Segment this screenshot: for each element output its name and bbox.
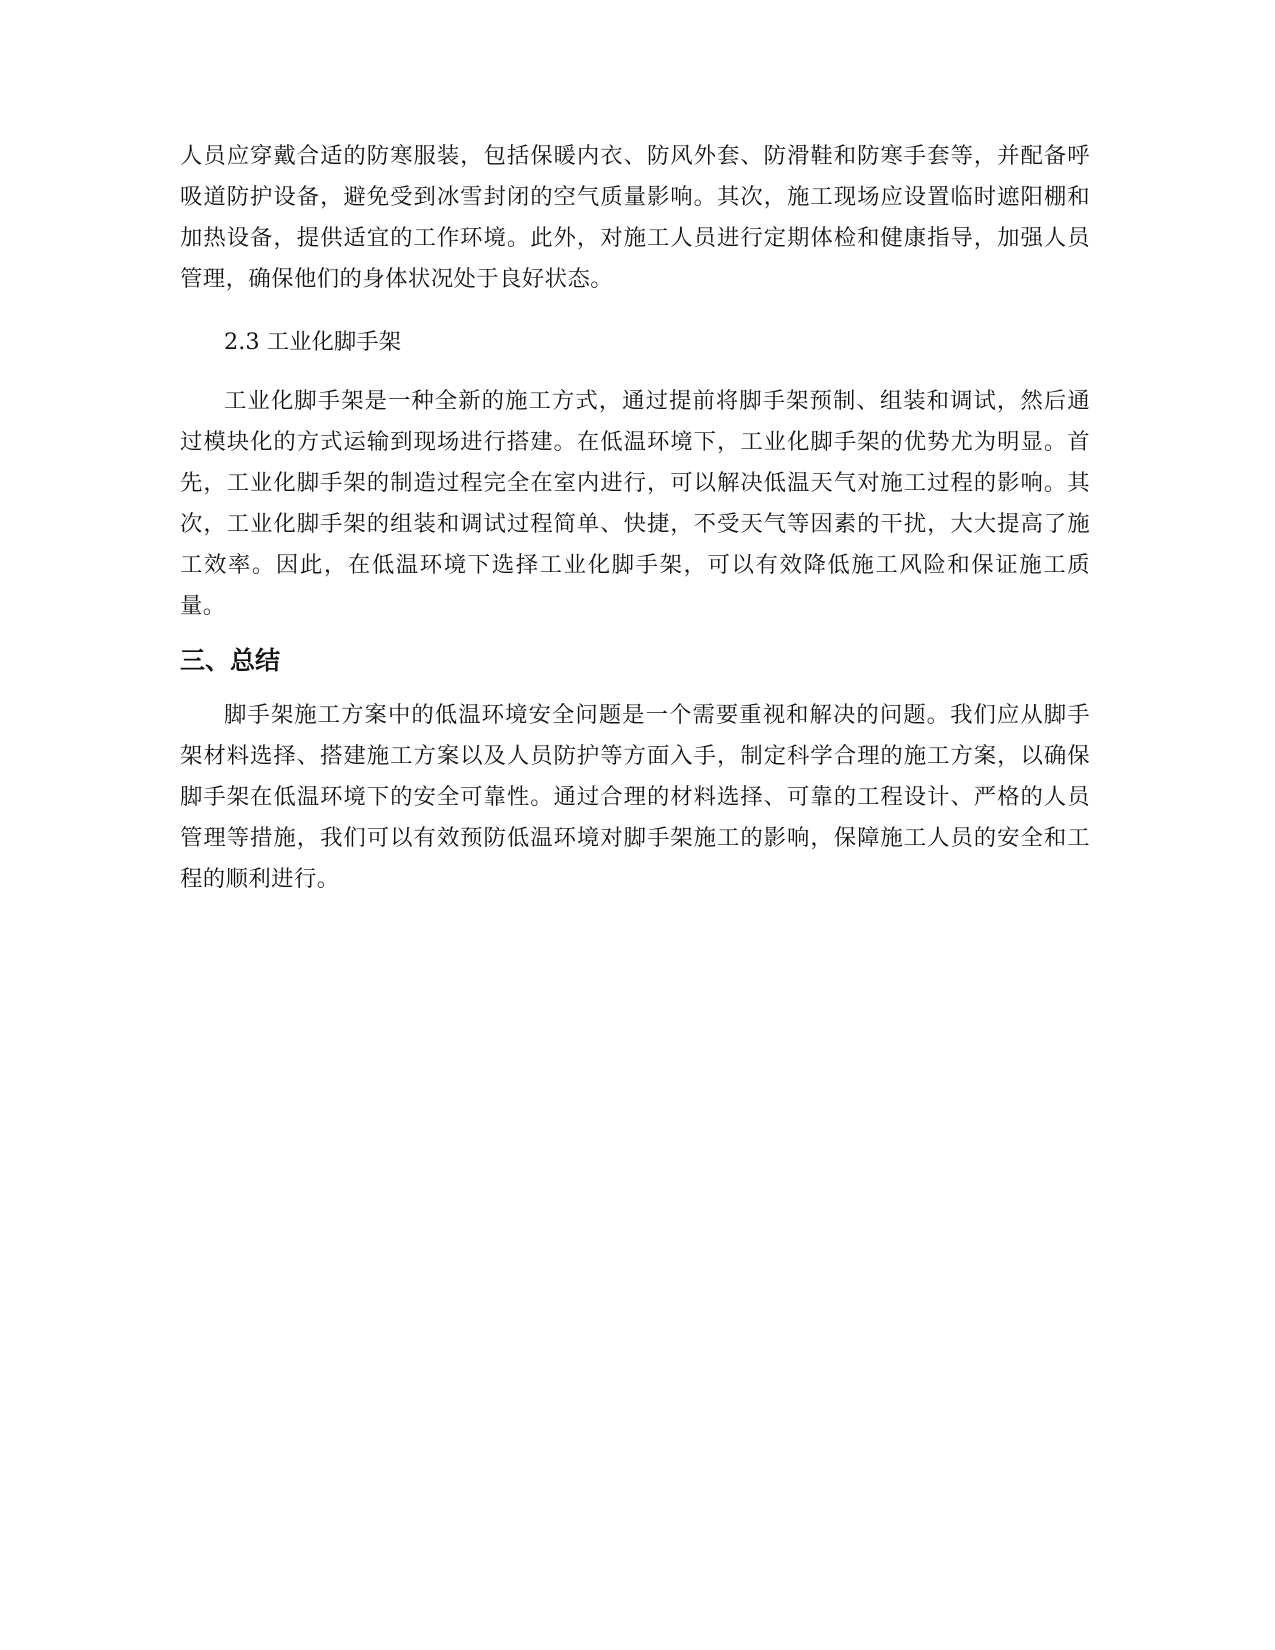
continued-paragraph: 人员应穿戴合适的防寒服装，包括保暖内衣、防风外套、防滑鞋和防寒手套等，并配备呼吸道防护设备，避免受到冰雪封闭的空气质量影响。其次，施工现场应设置临时遮阳棚和加热设备，提供适宜的工作环境。此外，对施工人员进行定期体检和健康指导，加强人员管理，确保他们的身体状况处于良好状态。 bbox=[180, 143, 1090, 292]
spacer bbox=[180, 363, 1090, 381]
spacer bbox=[180, 300, 1090, 322]
spacer bbox=[180, 681, 1090, 695]
section-3-title: 三、总结 bbox=[180, 646, 281, 675]
document-page bbox=[180, 136, 1090, 900]
section-2-3-title: 2.3 工业化脚手架 bbox=[224, 329, 402, 355]
spacer bbox=[180, 627, 1090, 640]
section-2-3-paragraph: 工业化脚手架是一种全新的施工方式，通过提前将脚手架预制、组装和调试，然后通过模块化的方式运输到现场进行搭建。在低温环境下，工业化脚手架的优势尤为明显。首先，工业化脚手架的制造过程完全在室内进行，可以解决低温天气对施工过程的影响。其次，工业化脚手架的组装和调试过程简单、快捷，不受天气等因素的干扰，大大提高了施工效率。因此，在低温环境下选择工业化脚手架，可以有效降低施工风险和保证施工质量。 bbox=[180, 388, 1090, 619]
section-3-paragraph: 脚手架施工方案中的低温环境安全问题是一个需要重视和解决的问题。我们应从脚手架材料选择、搭建施工方案以及人员防护等方面入手，制定科学合理的施工方案，以确保脚手架在低温环境下的安全可靠性。通过合理的材料选择、可靠的工程设计、严格的人员管理等措施，我们可以有效预防低温环境对脚手架施工的影响，保障施工人员的安全和工程的顺利进行。 bbox=[180, 702, 1090, 892]
